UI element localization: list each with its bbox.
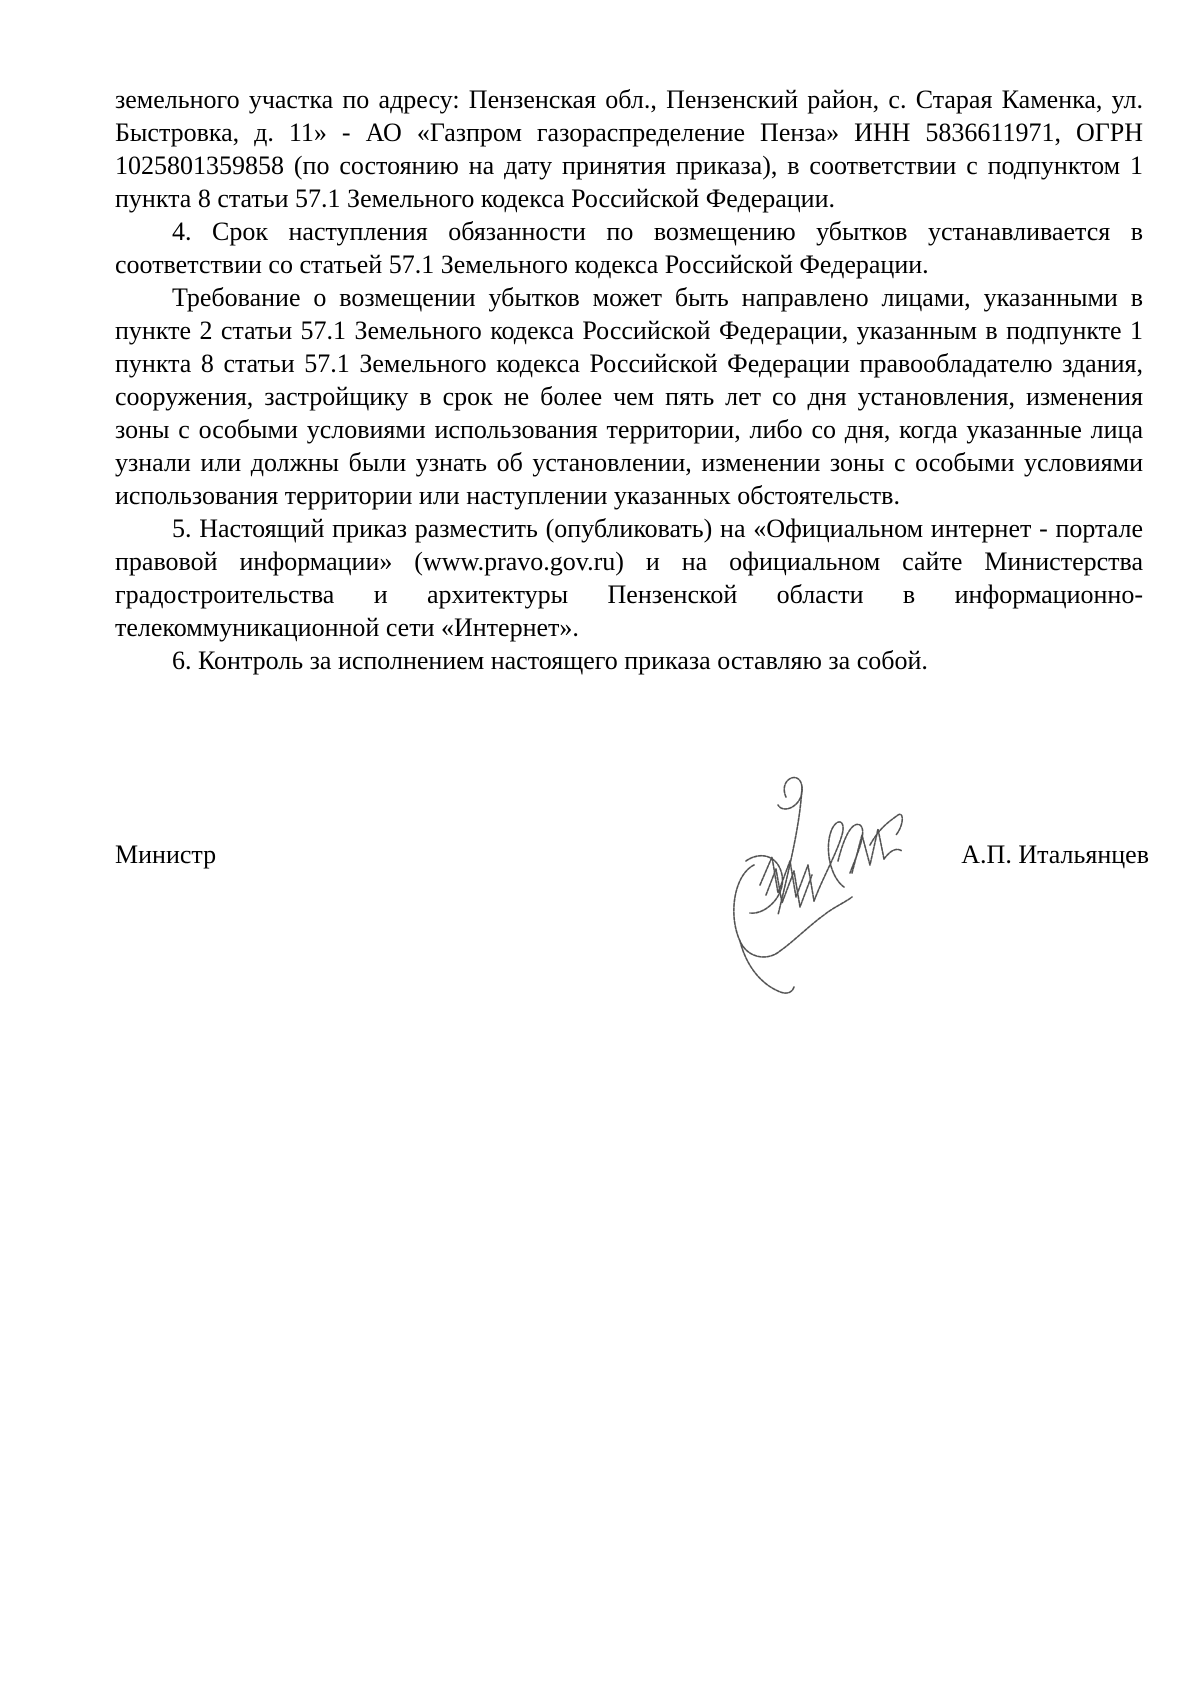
document-body — [115, 83, 1143, 677]
paragraph-item-5: 5. Настоящий приказ разместить (опубликовать) на «Официальном интернет - портале правовой информации» (www.pravo.gov.ru) и на официальном сайте Министерства градостроительства и архитектуры Пензенской области в информационно-телекоммуникационной сети «Интернет». — [115, 514, 1143, 642]
signatory-title: Министр — [115, 840, 217, 869]
paragraph-compensation-claim: Требование о возмещении убытков может быть направлено лицами, указанными в пункте 2 статьи 57.1 Земельного кодекса Российской Федерации, указанным в подпункте 1 пункта 8 статьи 57.1 Земельного кодекса Российской Федерации правообладателю здания, сооружения, застройщику в срок не более чем пять лет со дня установления, изменения зоны с особыми условиями использования территории, либо со дня, когда указанные лица узнали или должны были узнать об установлении, изменении зоны с особыми условиями использования территории или наступлении указанных обстоятельств. — [115, 283, 1143, 510]
paragraph-address-continuation: земельного участка по адресу: Пензенская обл., Пензенский район, с. Старая Каменка, ул. Быстровка, д. 11» - АО «Газпром газораспределение Пенза» ИНН 5836611971, ОГРН 1025801359858 (по состоянию на дату принятия приказа), в соответствии с подпунктом 1 пункта 8 статьи 57.1 Земельного кодекса Российской Федерации. — [115, 85, 1143, 213]
paragraph-item-4: 4. Срок наступления обязанности по возмещению убытков устанавливается в соответствии со статьей 57.1 Земельного кодекса Российской Федерации. — [115, 217, 1143, 279]
signatory-name: А.П. Итальянцев — [961, 840, 1149, 869]
paragraph-item-6: 6. Контроль за исполнением настоящего приказа оставляю за собой. — [172, 646, 928, 675]
handwritten-signature — [720, 765, 920, 1005]
